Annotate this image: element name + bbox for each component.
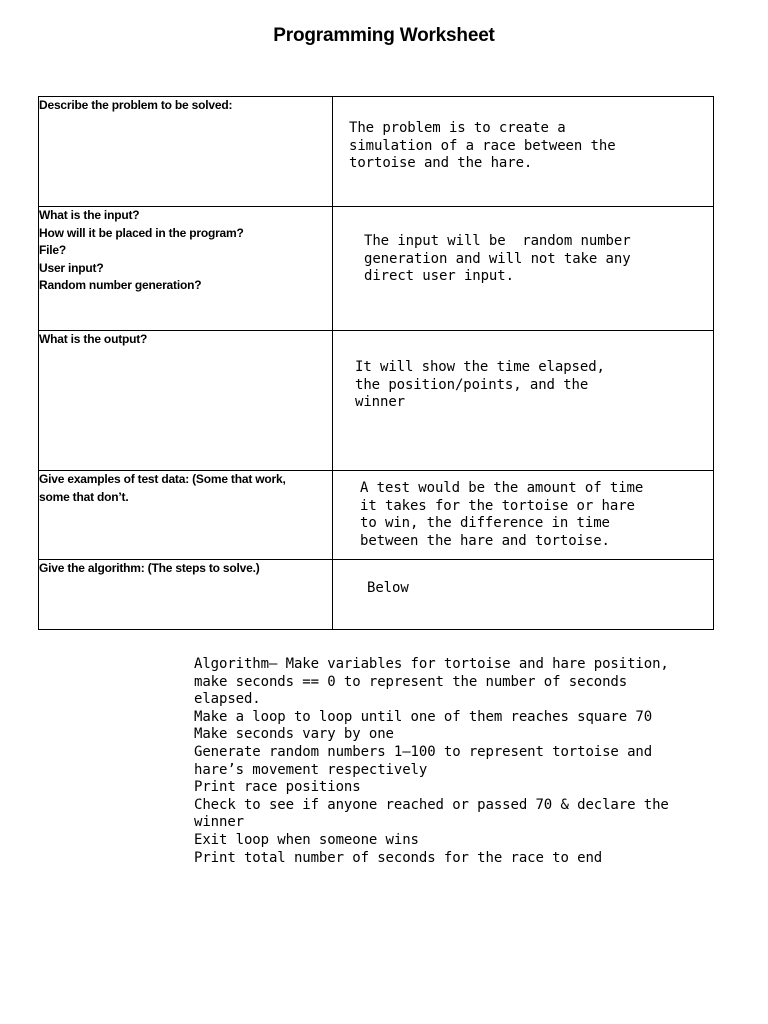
algorithm-line: Make seconds vary by one — [194, 726, 394, 743]
question-cell — [39, 97, 333, 207]
table-row — [39, 560, 714, 630]
table-row — [39, 207, 714, 331]
algorithm-line: Check to see if anyone reached or passed 70 & declare the — [194, 796, 669, 813]
answer-text: Below — [367, 580, 409, 596]
question-line: Random number generation? — [39, 278, 202, 292]
answer-cell — [333, 97, 714, 207]
question-line: Give examples of test data: (Some that work, — [39, 472, 286, 486]
question-line: some that don’t. — [39, 489, 129, 504]
algorithm-section — [194, 656, 714, 867]
answer-text: A test would be the amount of time it takes for the tortoise or hare to win, the difference in time between the hare and tortoise. — [360, 480, 644, 549]
question-line: What is the input? — [39, 208, 140, 222]
answer-cell — [333, 331, 714, 471]
answer-cell — [333, 207, 714, 331]
question-line: File? — [39, 243, 67, 257]
question-cell — [39, 471, 333, 560]
answer-cell — [333, 560, 714, 630]
worksheet-title: Programming Worksheet — [273, 25, 495, 46]
worksheet-table — [38, 96, 714, 630]
question-line: User input? — [39, 260, 104, 275]
table-row — [39, 97, 714, 207]
algorithm-line: winner — [194, 814, 244, 831]
algorithm-line: elapsed. — [194, 691, 261, 708]
algorithm-line: Exit loop when someone wins — [194, 831, 419, 848]
question-line: Describe the problem to be solved: — [39, 98, 233, 112]
algorithm-line: make seconds == 0 to represent the number of seconds — [194, 673, 628, 690]
algorithm-line: Make a loop to loop until one of them reaches square 70 — [194, 708, 653, 725]
algorithm-line: hare’s movement respectively — [194, 761, 428, 778]
answer-text: The problem is to create a simulation of a race between the tortoise and the hare. — [349, 120, 616, 172]
answer-cell — [333, 471, 714, 560]
question-line: Give the algorithm: (The steps to solve.) — [39, 561, 260, 575]
question-line: How will it be placed in the program? — [39, 225, 244, 240]
question-line: What is the output? — [39, 332, 148, 346]
answer-text: It will show the time elapsed, the position/points, and the winner — [355, 359, 605, 411]
question-cell — [39, 331, 333, 471]
question-cell — [39, 207, 333, 331]
algorithm-line: Print race positions — [194, 779, 361, 796]
algorithm-line: Generate random numbers 1–100 to represent tortoise and — [194, 743, 653, 760]
question-cell — [39, 560, 333, 630]
answer-text: The input will be random number generation and will not take any direct user input. — [364, 233, 631, 285]
algorithm-line: Print total number of seconds for the race to end — [194, 849, 603, 866]
table-row — [39, 471, 714, 560]
table-row — [39, 331, 714, 471]
algorithm-line: Algorithm– Make variables for tortoise and hare position, — [194, 656, 669, 672]
